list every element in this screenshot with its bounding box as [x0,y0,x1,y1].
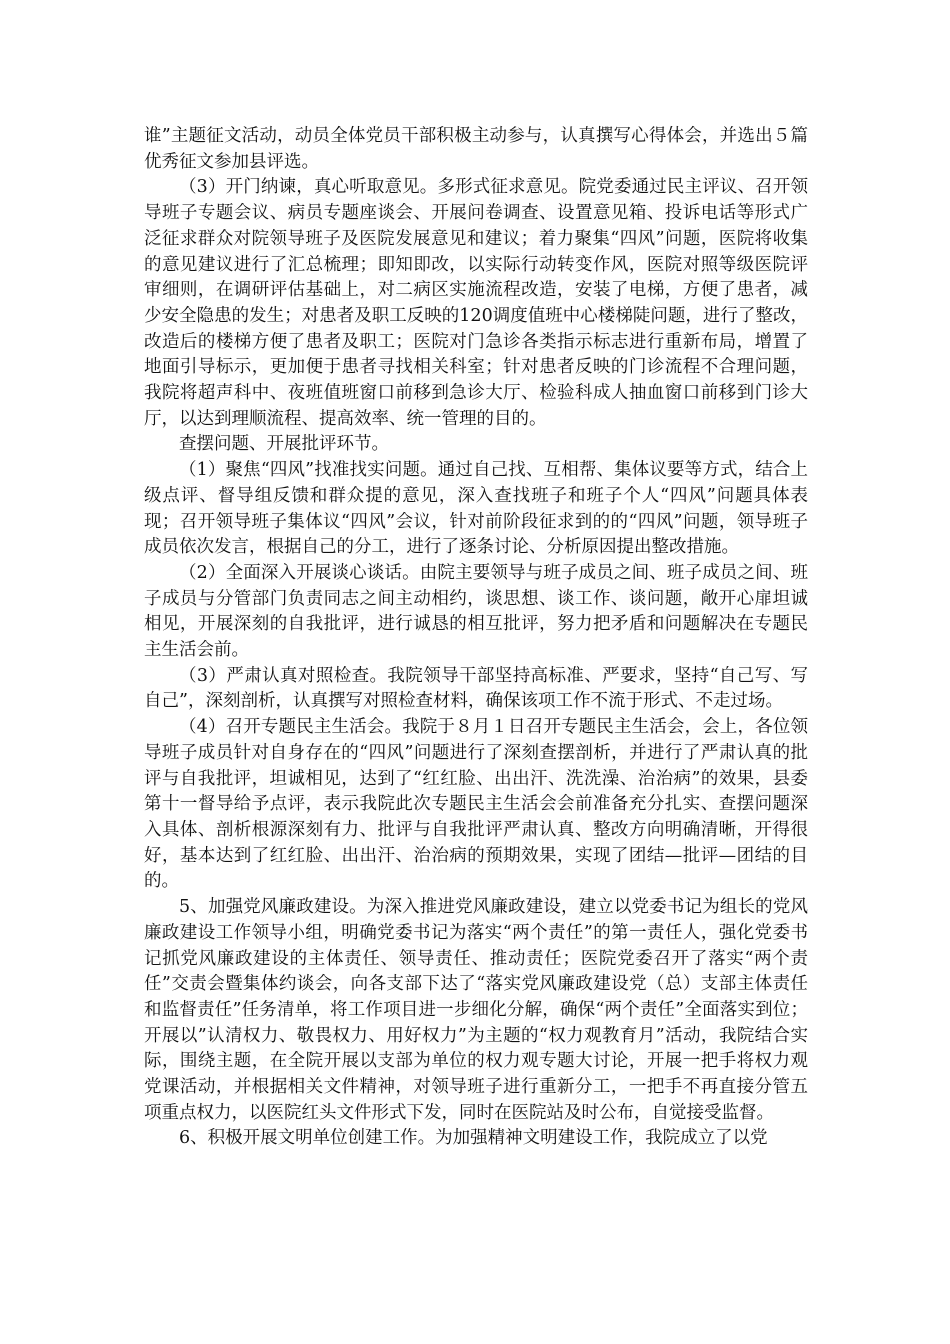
paragraph-civilized-unit: 6、积极开展文明单位创建工作。为加强精神文明建设工作，我院成立了以党 [179,1128,768,1149]
paragraph-party-integrity: 5、加强党风廉政建设。为深入推进党风廉政建设，建立以党委书记为组长的党风廉政建设工作领导小组，明确党委书记为落实“两个责任”的第一责任人，强化党委书记抓党风廉政建设的主体责任、领导责任、推动责任；医院党委召开了落实“两个责任”交责会暨集体约谈会，向各支部下达了“落实党风廉政建设党（总）支部主体责任和监督责任”任务清单，将工作项目进一步细化分解，确保“两个责任”全面落实到位；开展以”认清权力、敬畏权力、用好权力”为主题的“权力观教育月”活动，我院结合实际，围绕主题，在全院开展以支部为单位的权力观专题大讨论，开展一把手将权力观党课活动，并根据相关文件精神，对领导班子进行重新分工，一把手不再直接分管五项重点权力，以医院红头文件形式下发，同时在医院站及时公布，自觉接受监督。 [144,897,808,1123]
paragraph-open-door-advice: （3）开门纳谏，真心听取意见。多形式征求意见。院党委通过民主评议、召开领导班子专题会议、病员专题座谈会、开展问卷调查、设置意见箱、投诉电话等形式广泛征求群众对院领导班子及医院发展意见和建议；着力聚集“四风”问题，医院将收集的意见建议进行了汇总梳理；即知即改，以实际行动转变作风，医院对照等级医院评审细则，在调研评估基础上，对二病区实施流程改造，安装了电梯，方便了患者，减少安全隐患的发生；对患者及职工反映的120调度值班中心楼梯陡问题，进行了整改，改造后的楼梯方便了患者及职工；医院对门急诊各类指示标志进行重新布局，增置了地面引导标示，更加便于患者寻找相关科室；针对患者反映的门诊流程不合理问题，我院将超声科中、夜班值班窗口前移到急诊大厅、检验科成人抽血窗口前移到门诊大厅，以达到理顺流程、提高效率、统一管理的目的。 [144,177,808,429]
paragraph-heart-to-heart-talks: （2）全面深入开展谈心谈话。由院主要领导与班子成员之间、班子成员之间、班子成员与分管部门负责同志之间主动相约，谈思想、谈工作、谈问题，敞开心扉坦诚相见，开展深刻的自我批评，进行诚恳的相互批评，努力把矛盾和问题解决在专题民主生活会前。 [144,562,808,661]
document-page [144,124,808,1152]
paragraph-democratic-life-meeting: （4）召开专题民主生活会。我院于８月１日召开专题民主生活会，会上，各位领导班子成员针对自身存在的“四风”问题进行了深刻查摆剖析，并进行了严肃认真的批评与自我批评，坦诚相见，达到了“红红脸、出出汗、洗洗澡、治治病”的效果，县委第十一督导给予点评，表示我院此次专题民主生活会会前准备充分扎实、查摆问题深入具体、剖析根源深刻有力、批评与自我批评严肃认真、整改方向明确清晰，开得很好，基本达到了红红脸、出出汗、治治病的预期效果，实现了团结—批评—团结的目的。 [144,717,808,892]
paragraph-self-examination: （3）严肃认真对照检查。我院领导干部坚持高标准、严要求，坚持“自己写、写自己”，深刻剖析，认真撰写对照检查材料，确保该项工作不流于形式、不走过场。 [144,665,808,712]
paragraph-essay-contest: 谁”主题征文活动，动员全体党员干部积极主动参与，认真撰写心得体会，并选出５篇优秀征文参加县评选。 [144,126,808,172]
paragraph-section-heading-criticism: 查摆问题、开展批评环节。 [179,434,389,455]
paragraph-focus-four-styles: （1）聚焦“四风”找准找实问题。通过自己找、互相帮、集体议要等方式，结合上级点评、督导组反馈和群众提的意见，深入查找班子和班子个人“四风”问题具体表现；召开领导班子集体议“四风”会议，针对前阶段征求到的的“四风”问题，领导班子成员依次发言，根据自己的分工，进行了逐条讨论、分析原因提出整改措施。 [144,460,808,558]
